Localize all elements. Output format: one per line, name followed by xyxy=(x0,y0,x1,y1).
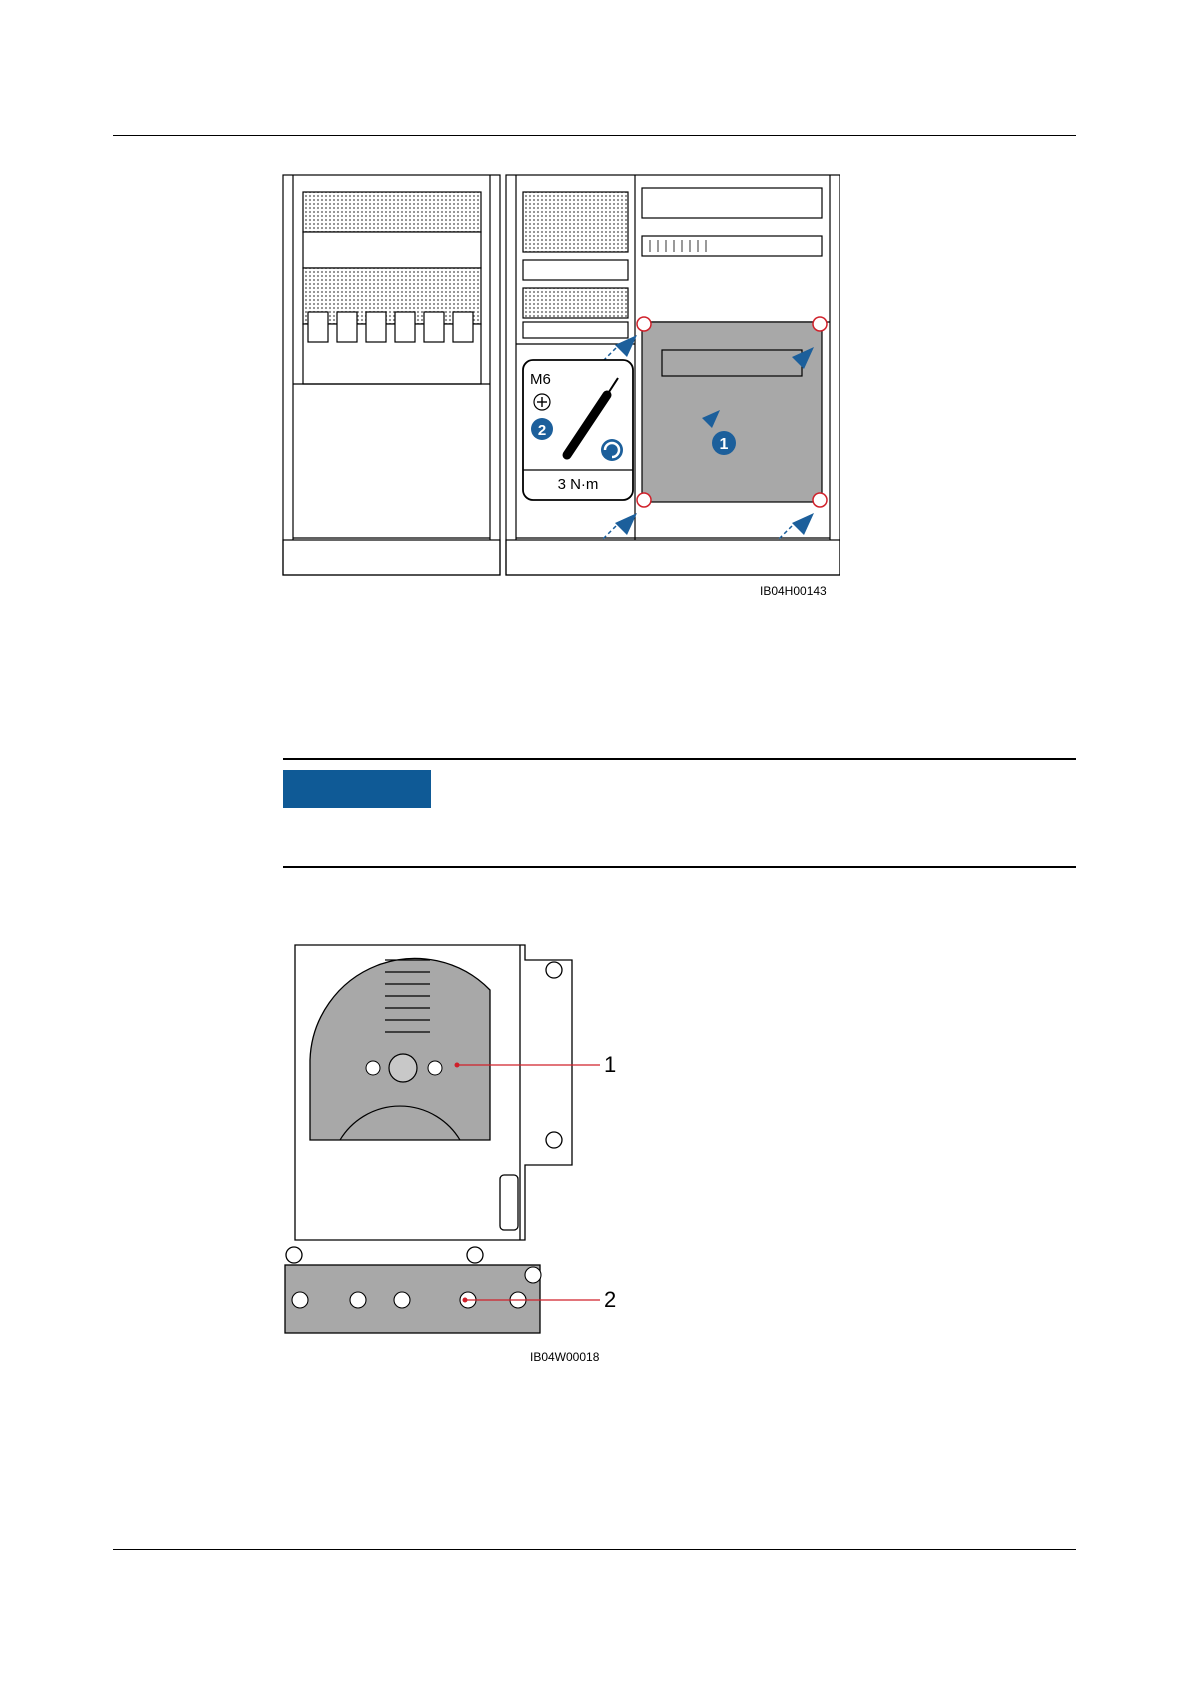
notice-top-rule xyxy=(283,758,1076,760)
svg-text:M6: M6 xyxy=(530,371,551,388)
header-rule xyxy=(113,135,1076,136)
cabinet-figure xyxy=(280,170,840,590)
notice-badge xyxy=(283,770,431,808)
notice-bottom-rule xyxy=(283,866,1076,868)
switch xyxy=(424,312,444,342)
switch xyxy=(337,312,357,342)
screw-marker xyxy=(813,317,827,331)
screw-icon xyxy=(546,1132,562,1148)
fiber-tray-figure xyxy=(280,940,660,1360)
switch xyxy=(395,312,415,342)
cable-clamp-bar xyxy=(285,1265,540,1333)
screw-marker xyxy=(637,317,651,331)
callout-1: 1 xyxy=(604,1052,617,1077)
screw-marker xyxy=(813,493,827,507)
footer-rule xyxy=(113,1549,1076,1550)
callout-2: 2 xyxy=(604,1287,617,1312)
svg-text:3 N·m: 3 N·m xyxy=(557,476,599,493)
left-vent-top xyxy=(303,192,481,232)
cover-panel xyxy=(642,322,822,502)
switch xyxy=(366,312,386,342)
screw-icon xyxy=(546,962,562,978)
figure-2-id: IB04W00018 xyxy=(530,1350,600,1364)
switch xyxy=(453,312,473,342)
figure-1-id: IB04H00143 xyxy=(760,584,827,598)
right-vent xyxy=(523,192,628,252)
screw-marker xyxy=(637,493,651,507)
svg-text:2: 2 xyxy=(537,422,547,439)
svg-text:1: 1 xyxy=(719,436,729,453)
switch xyxy=(308,312,328,342)
